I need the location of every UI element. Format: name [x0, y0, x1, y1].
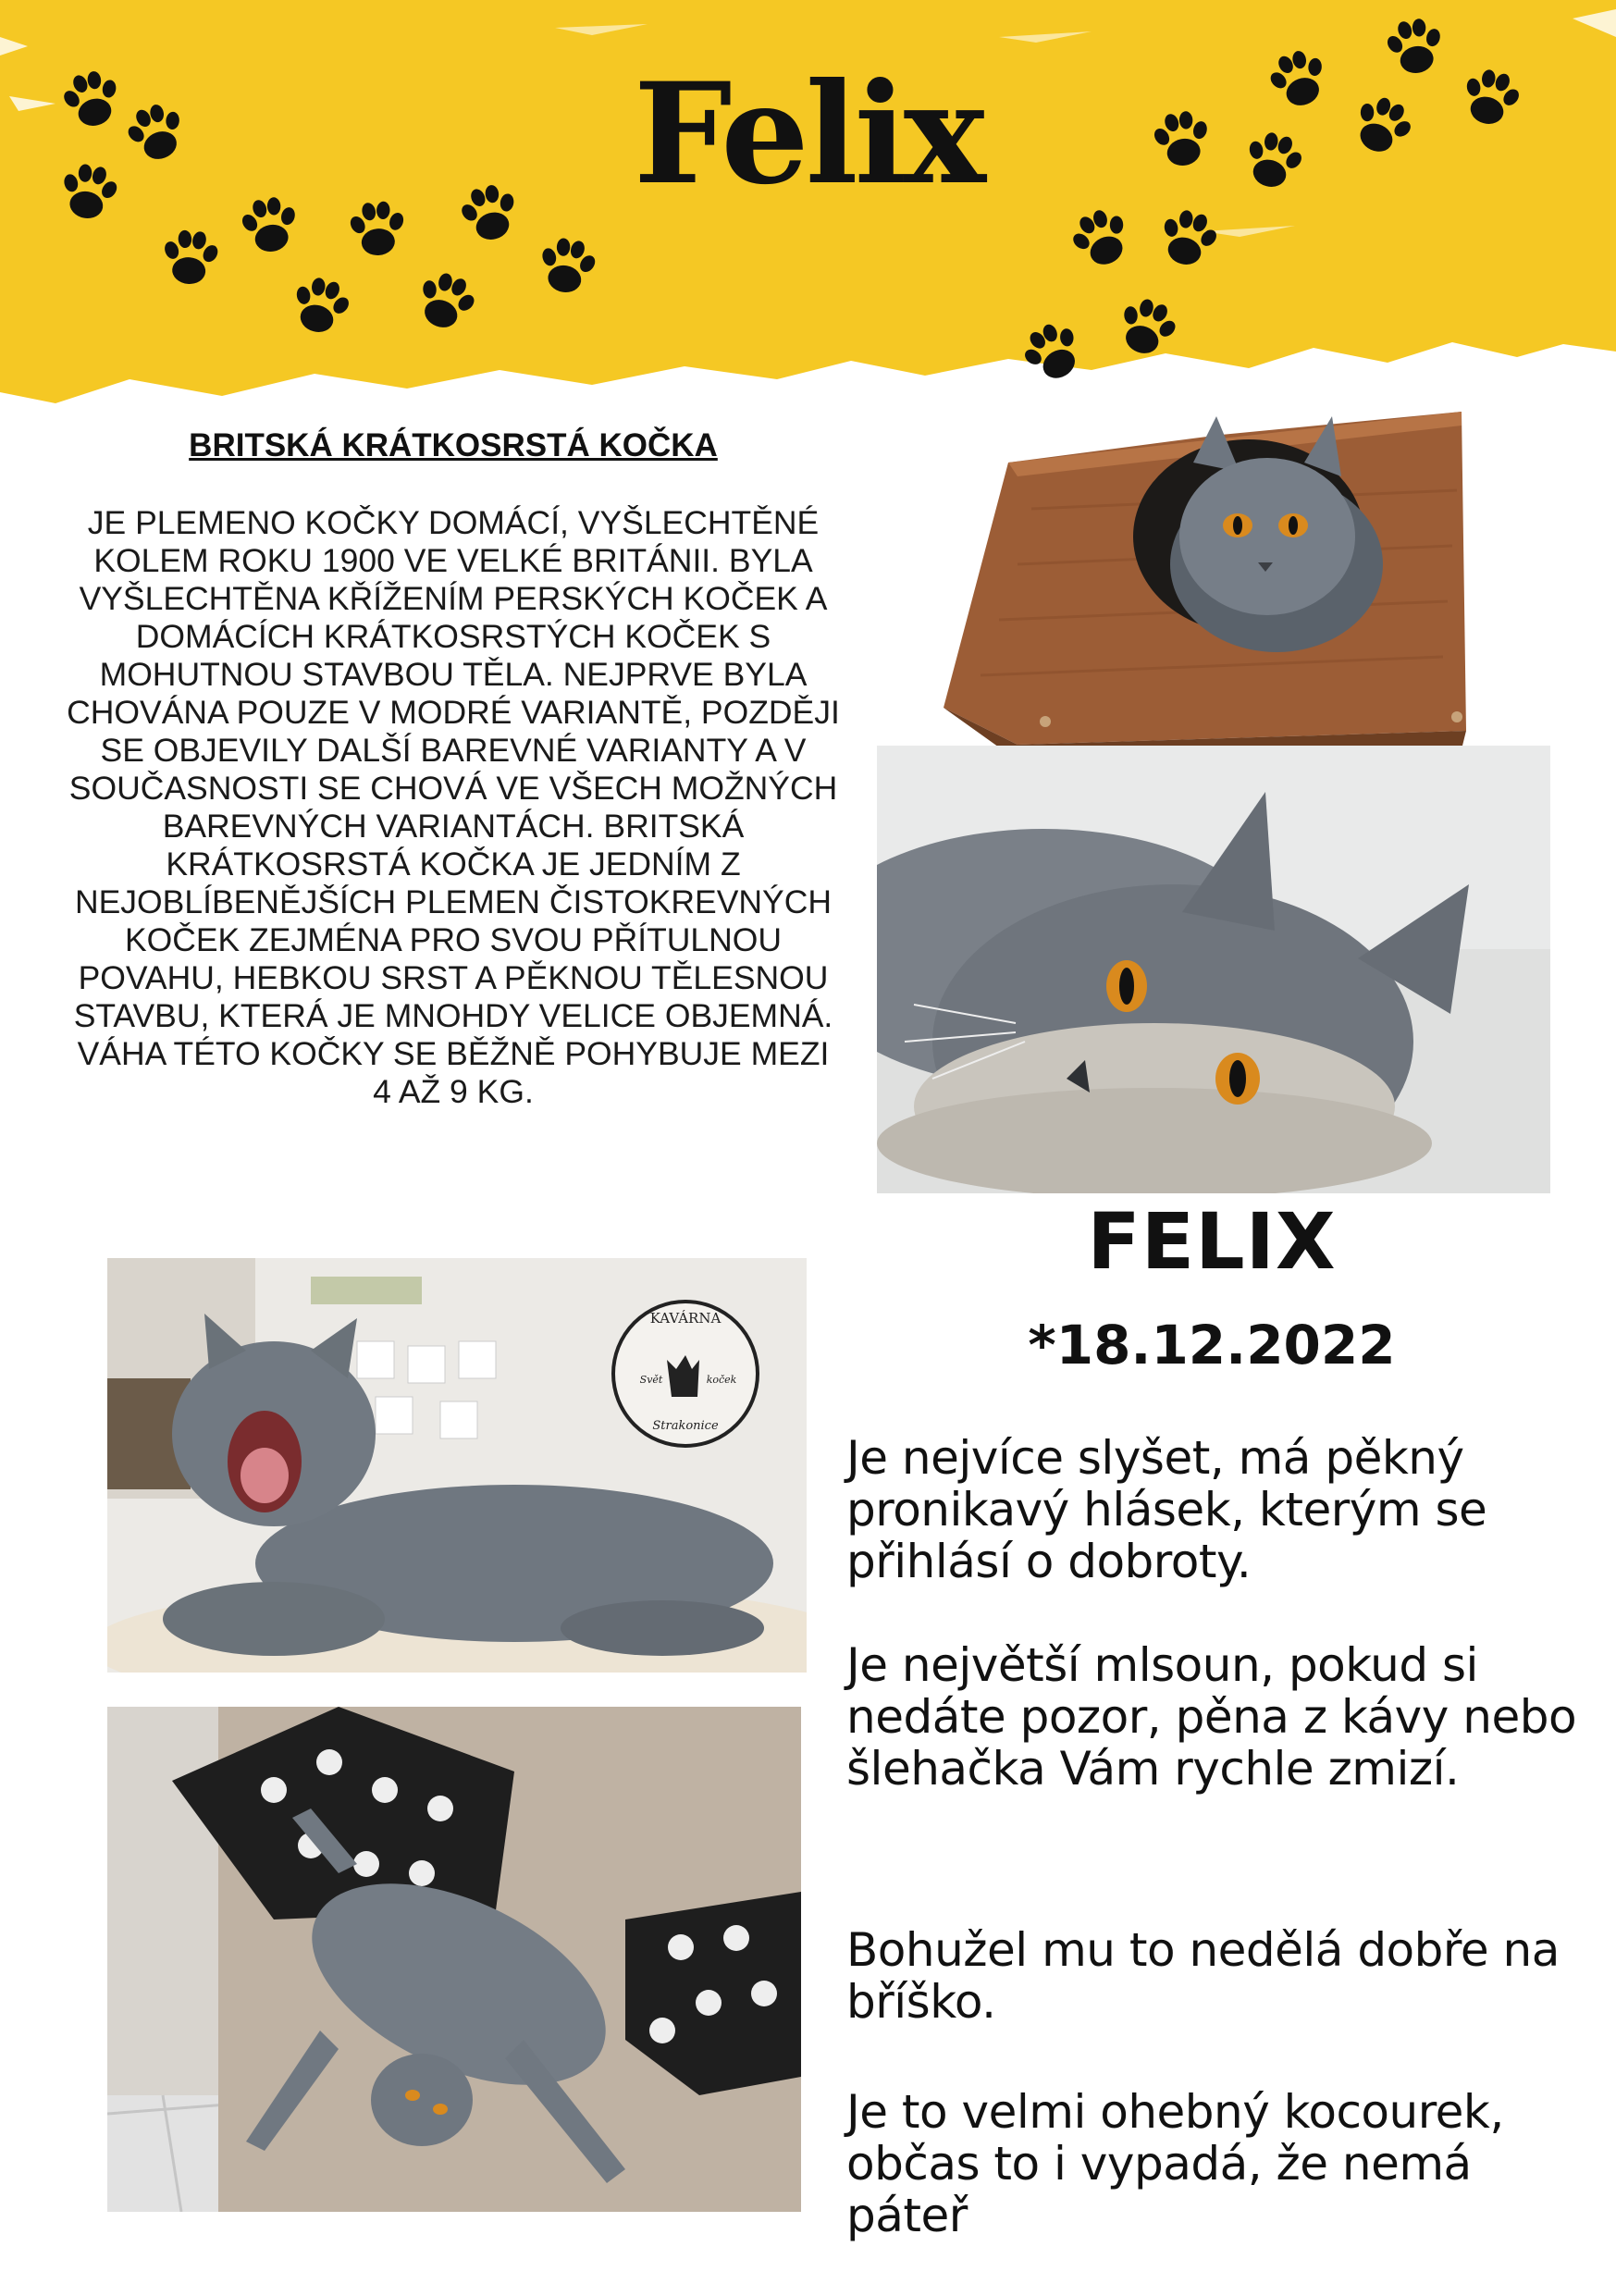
- description-paragraph: Bohužel mu to nedělá dobře na bříško.: [846, 1923, 1560, 2029]
- cafe-logo: [613, 1302, 758, 1446]
- breed-heading: BRITSKÁ KRÁTKOSRSTÁ KOČKA: [189, 427, 718, 463]
- svg-text:KAVÁRNA: KAVÁRNA: [649, 1310, 722, 1327]
- photo-cat-yawning: [107, 1258, 807, 1673]
- birth-date: *18.12.2022: [1028, 1314, 1396, 1376]
- photo-cat-in-box: [944, 398, 1517, 749]
- description-paragraph: Je nejvíce slyšet, má pěkný pronikavý hlásek, kterým se přihlásí o dobroty.: [846, 1431, 1487, 1588]
- photo-cat-lying: [877, 746, 1550, 1193]
- cat-name: FELIX: [1087, 1196, 1337, 1287]
- svg-text:Strakonice: Strakonice: [652, 1419, 719, 1433]
- svg-text:Svět: Svět: [639, 1374, 663, 1386]
- page-title: Felix: [633, 53, 983, 216]
- photo-cat-on-sofa: [107, 1707, 801, 2212]
- breed-description: JE PLEMENO KOČKY DOMÁCÍ, VYŠLECHTĚNÉ KOLEM ROKU 1900 VE VELKÉ BRITÁNII. BYLA VYŠLECHTĚNA KŘÍŽENÍM PERSKÝCH KOČEK A DOMÁCÍCH KRÁTKOSRSTÝCH KOČEK S MOHUTNOU STAVBOU TĚLA. NEJPRVE BYLA CHOVÁNA POUZE V MODRÉ VARIANTĚ, POZDĚJI SE OBJEVILY DALŠÍ BAREVNÉ VARIANTY A V SOUČASNOSTI SE CHOVÁ VE VŠECH MOŽNÝCH BAREVNÝCH VARIANTÁCH. BRITSKÁ KRÁTKOSRSTÁ KOČKA JE JEDNÍM Z NEJOBLÍBENĚJŠÍCH PLEMEN ČISTOKREVNÝCH KOČEK ZEJMÉNA PRO SVOU PŘÍTULNOU POVAHU, HEBKOU SRST A PĚKNOU TĚLESNOU STAVBU, KTERÁ JE MNOHDY VELICE OBJEMNÁ. VÁHA TÉTO KOČKY SE BĚŽNĚ POHYBUJE MEZI 4 AŽ 9 KG.: [67, 504, 840, 1110]
- svg-text:koček: koček: [706, 1374, 737, 1386]
- description-paragraph: Je to velmi ohebný kocourek, občas to i vypadá, že nemá páteř: [846, 2085, 1504, 2242]
- description-paragraph: Je největší mlsoun, pokud si nedáte pozor, pěna z kávy nebo šlehačka Vám rychle zmizí.: [846, 1638, 1577, 1796]
